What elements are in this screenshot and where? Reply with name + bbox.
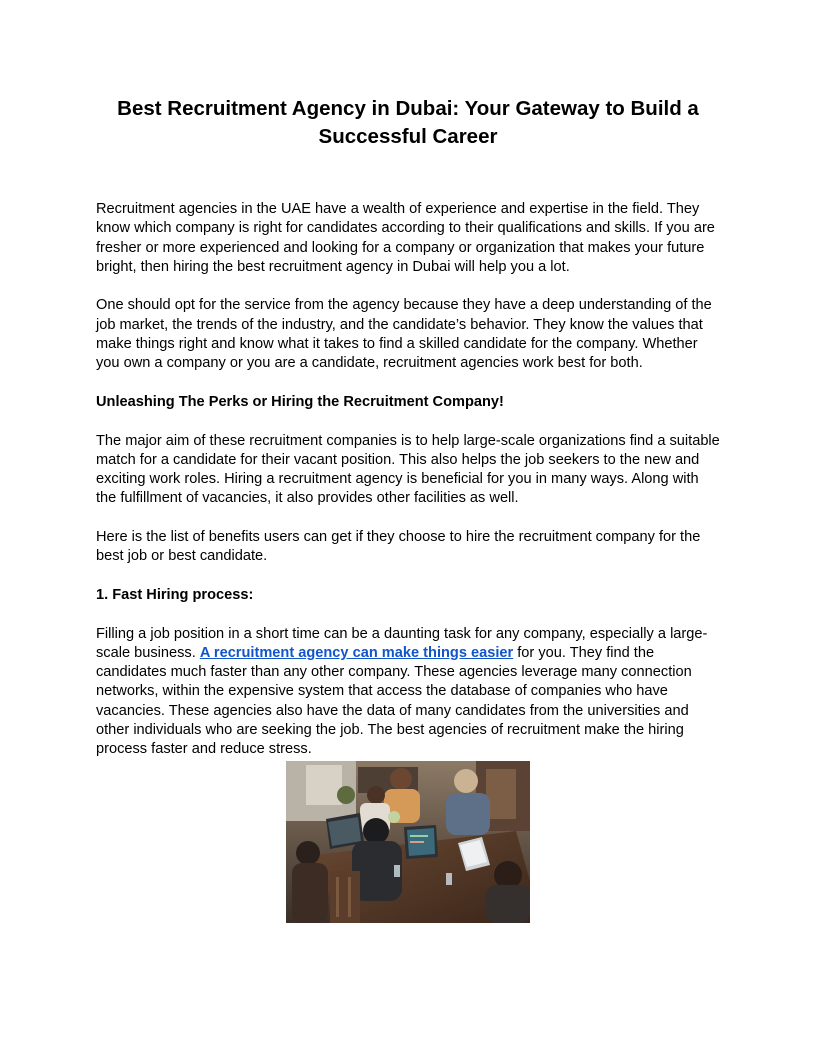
fast-hiring-paragraph	[96, 625, 722, 760]
aim-paragraph: The major aim of these recruitment companies is to help large-scale organizations find a suitable match for a candidate for their vacant position. This also helps the job seekers to the new and exciting work roles. Hiring a recruitment agency is beneficial for you in many ways. Along with the fulfillment of vacancies, it also provides other facilities as well.	[96, 432, 720, 507]
agency-service-paragraph: One should opt for the service from the agency because they have a deep understanding of the job market, the trends of the industry, and the candidate’s behavior. They know the values that make things right and know what it takes to find a skilled candidate for the company. Whether you own a company or you are a candidate, recruitment agencies work best for both.	[96, 297, 712, 372]
recruitment-agency-link[interactable]: A recruitment agency can make things easier	[199, 644, 514, 661]
office-team-photo	[286, 761, 530, 923]
document-body	[96, 200, 722, 760]
section-heading-perks: Unleashing The Perks or Hiring the Recruitment Company!	[96, 393, 504, 410]
section-heading-fast-hiring: 1. Fast Hiring process:	[96, 586, 254, 603]
fast-hiring-text-start: Filling a job position in a short time can be a daunting task for any company, especially a large-scale business.	[96, 625, 708, 661]
intro-paragraph: Recruitment agencies in the UAE have a wealth of experience and expertise in the field. They know which company is right for candidates according to their qualifications and skills. If you are fresher or more experienced and looking for a company or organization that makes your future bright, then hiring the best recruitment agency in Dubai will help you a lot.	[96, 201, 715, 275]
benefits-list-intro: Here is the list of benefits users can get if they choose to hire the recruitment company for the best job or best candidate.	[96, 529, 701, 565]
fast-hiring-text-end: for you. They find the candidates much faster than any other company. These agencies leverage many connection networks, within the expensive system that access the database of companies who have vacancies. These agencies also have the data of many candidates from the universities and other individuals who are seeking the job. The best agencies of recruitment make the hiring process faster and reduce stress.	[96, 644, 692, 758]
page-title: Best Recruitment Agency in Dubai: Your Gateway to Build a Successful Career	[117, 97, 699, 148]
